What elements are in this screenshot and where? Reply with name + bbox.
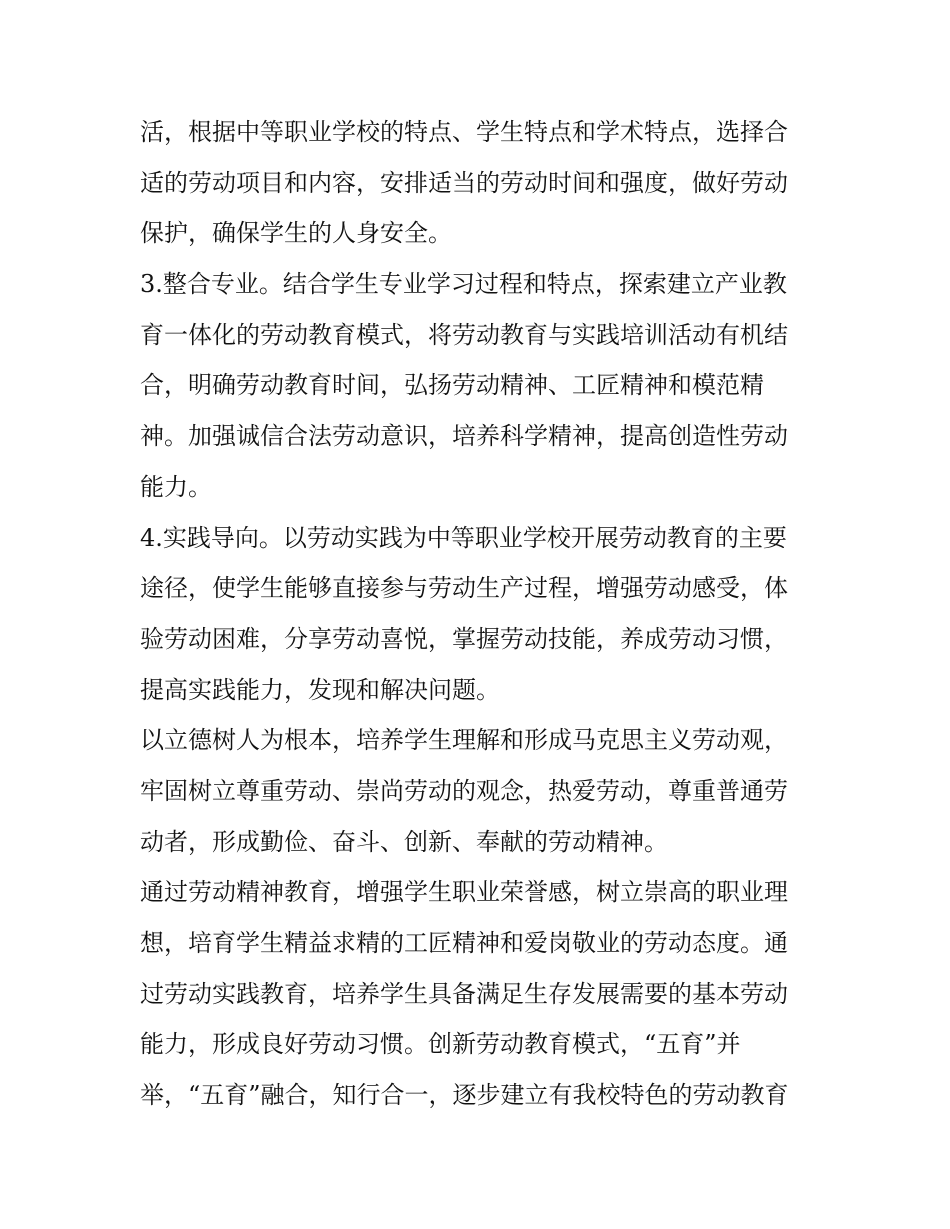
text-line: 牢固树立尊重劳动、崇尚劳动的观念，热爱劳动，尊重普通劳 (140, 776, 788, 805)
text-line: 验劳动困难，分享劳动喜悦，掌握劳动技能，养成劳动习惯， (140, 624, 788, 653)
text-line: 动者，形成勤俭、奋斗、创新、奉献的劳动精神。 (140, 827, 668, 856)
text-line: 通过劳动精神教育，增强学生职业荣誉感，树立崇高的职业理 (140, 878, 788, 907)
text-line: 以立德树人为根本，培养学生理解和形成马克思主义劳动观， (140, 726, 788, 755)
text-line: 提高实践能力，发现和解决问题。 (140, 675, 500, 704)
text-line: 举，“五育”融合，知行合一，逐步建立有我校特色的劳动教育 (140, 1081, 789, 1110)
text-line: 4.实践导向。以劳动实践为中等职业学校开展劳动教育的主要 (140, 523, 787, 552)
text-line: 保护，确保学生的人身安全。 (140, 219, 452, 248)
document-body-text (140, 107, 820, 1121)
text-line: 活，根据中等职业学校的特点、学生特点和学术特点，选择合 (140, 118, 788, 146)
text-line: 育一体化的劳动教育模式，将劳动教育与实践培训活动有机结 (140, 320, 788, 349)
text-line: 能力。 (140, 472, 212, 501)
text-line: 3.整合专业。结合学生专业学习过程和特点，探索建立产业教 (140, 270, 787, 299)
text-line: 适的劳动项目和内容，安排适当的劳动时间和强度，做好劳动 (140, 168, 788, 197)
text-line: 想，培育学生精益求精的工匠精神和爱岗敬业的劳动态度。通 (140, 929, 788, 957)
text-line: 途径，使学生能够直接参与劳动生产过程，增强劳动感受，体 (140, 574, 788, 603)
text-line: 能力，形成良好劳动习惯。创新劳动教育模式，“五育”并 (140, 1030, 741, 1059)
text-line: 神。加强诚信合法劳动意识，培养科学精神，提高创造性劳动 (140, 422, 788, 451)
text-line: 过劳动实践教育，培养学生具备满足生存发展需要的基本劳动 (140, 979, 788, 1008)
text-line: 合，明确劳动教育时间，弘扬劳动精神、工匠精神和模范精 (140, 371, 764, 400)
